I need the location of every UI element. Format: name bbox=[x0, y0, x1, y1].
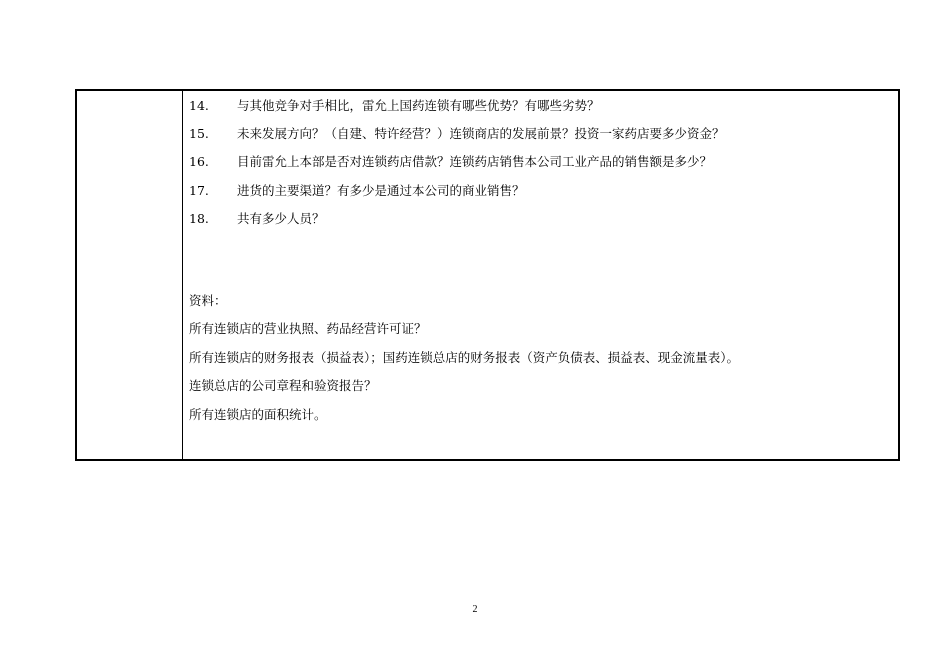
question-17 bbox=[189, 179, 899, 207]
question-text: 进货的主要渠道？有多少是通过本公司的商业销售？ bbox=[237, 182, 525, 198]
question-number: 17. bbox=[189, 182, 209, 198]
materials-item: 所有连锁店的财务报表（损益表）；国药连锁总店的财务报表（资产负债表、损益表、现金流量表）。 bbox=[189, 349, 740, 365]
question-number: 18. bbox=[189, 210, 209, 226]
spacer bbox=[189, 235, 899, 289]
question-number: 16. bbox=[189, 154, 209, 170]
question-text: 未来发展方向？（自建、特许经营？）连锁商店的发展前景？投资一家药店要多少资金？ bbox=[237, 126, 725, 142]
materials-item: 所有连锁店的营业执照、药品经营许可证？ bbox=[189, 321, 427, 337]
materials-item: 所有连锁店的面积统计。 bbox=[189, 406, 327, 422]
question-text: 共有多少人员？ bbox=[237, 210, 325, 226]
questions-content bbox=[183, 90, 899, 431]
question-16 bbox=[189, 150, 899, 178]
question-number: 15. bbox=[189, 126, 209, 142]
question-15 bbox=[189, 122, 899, 150]
page-number: 2 bbox=[472, 604, 478, 615]
question-text: 与其他竞争对手相比，雷允上国药连锁有哪些优势？有哪些劣势？ bbox=[237, 98, 600, 113]
table-right-cell bbox=[183, 90, 900, 461]
table-left-cell bbox=[76, 90, 183, 461]
content-table bbox=[75, 89, 900, 461]
question-text: 目前雷允上本部是否对连锁药店借款？连锁药店销售本公司工业产品的销售额是多少？ bbox=[237, 154, 713, 170]
question-14 bbox=[189, 94, 899, 122]
materials-heading: 资料： bbox=[189, 292, 227, 308]
materials-item: 连锁总店的公司章程和验资报告？ bbox=[189, 378, 377, 394]
question-18 bbox=[189, 207, 899, 235]
question-number: 14. bbox=[189, 98, 209, 113]
